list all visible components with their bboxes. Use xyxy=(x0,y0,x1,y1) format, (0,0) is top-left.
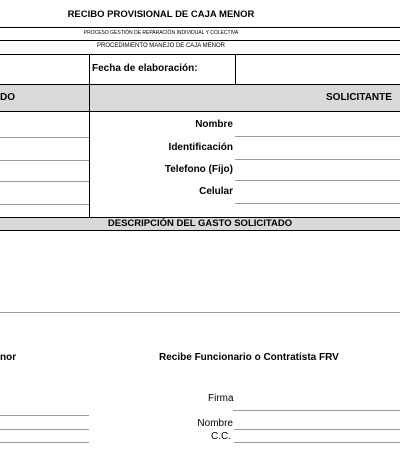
fecha-label: Fecha de elaboración: xyxy=(92,63,198,74)
left-signature-line-3[interactable] xyxy=(0,442,89,443)
cc-field[interactable] xyxy=(234,442,400,443)
section-divider xyxy=(89,84,90,218)
nombre-field[interactable] xyxy=(235,136,400,137)
firma-label: Firma xyxy=(208,393,234,404)
document-title: RECIBO PROVISIONAL DE CAJA MENOR xyxy=(67,9,255,20)
row-line-1 xyxy=(0,137,89,138)
celular-field[interactable] xyxy=(235,203,400,204)
left-signature-line-1[interactable] xyxy=(0,415,89,416)
header-divider-2 xyxy=(0,40,400,41)
descripcion-bottom-line xyxy=(0,312,400,313)
fecha-value-field[interactable] xyxy=(236,55,400,83)
left-section-heading: DO xyxy=(0,92,15,103)
process-subtitle: PROCESO GESTIÓN DE REPARACIÓN INDIVIDUAL Y COLECTIVA xyxy=(83,30,239,36)
left-signature-heading: nor xyxy=(0,352,17,363)
row-line-3 xyxy=(0,181,89,182)
row-line-2 xyxy=(0,160,89,161)
celular-label: Celular xyxy=(199,186,233,197)
nombre-label: Nombre xyxy=(195,119,233,130)
nombre-signature-label: Nombre xyxy=(197,418,233,429)
solicitante-heading: SOLICITANTE xyxy=(326,92,392,103)
descripcion-heading: DESCRIPCIÓN DEL GASTO SOLICITADO xyxy=(107,218,293,229)
descripcion-field[interactable] xyxy=(0,232,400,312)
row-line-4 xyxy=(0,204,89,205)
cc-label: C.C. xyxy=(211,431,231,442)
telefono-field[interactable] xyxy=(235,180,400,181)
header-divider-1 xyxy=(0,27,400,28)
identificacion-field[interactable] xyxy=(235,159,400,160)
firma-field[interactable] xyxy=(233,410,400,411)
identificacion-label: Identificación xyxy=(168,142,233,153)
left-signature-line-2[interactable] xyxy=(0,429,89,430)
telefono-label: Telefono (Fijo) xyxy=(164,164,233,175)
nombre-signature-field[interactable] xyxy=(234,429,400,430)
procedure-subtitle: PROCEDIMIENTO MANEJO DE CAJA MENOR xyxy=(97,43,225,49)
recibe-heading: Recibe Funcionario o Contratista FRV xyxy=(159,352,339,363)
fecha-left-divider xyxy=(89,54,90,84)
